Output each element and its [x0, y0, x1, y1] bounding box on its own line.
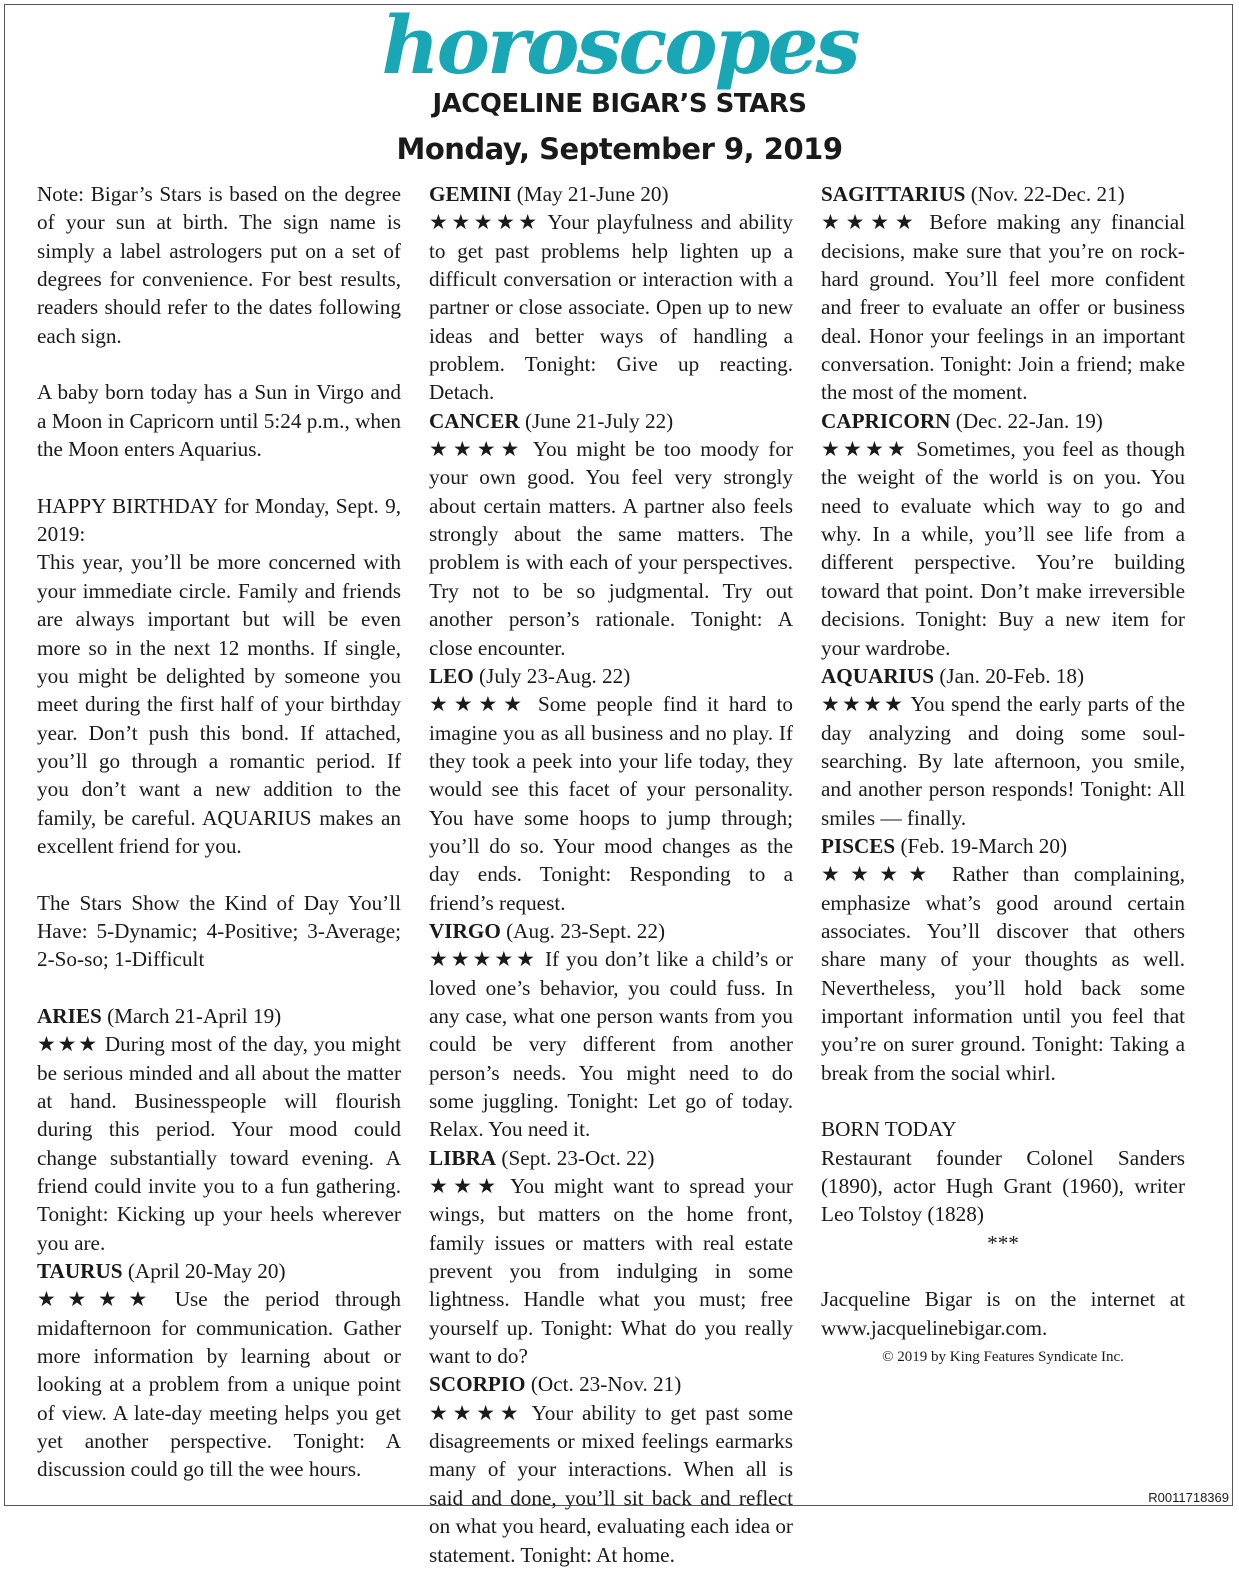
column-byline: JACQELINE BIGAR’S STARS: [432, 89, 807, 119]
sign-heading: [429, 180, 793, 208]
sign-text: Use the period through midafternoon for communication. Gather more information by learning about or looking at a problem from a unique point of view. A late-day meeting helps you get yet another perspective. Tonight: A discussion could go till the wee hours.: [37, 1287, 402, 1482]
star-rating: ★★★★: [429, 692, 528, 717]
sign-dates: (April 20-May 20): [122, 1259, 286, 1284]
sign-entry: [37, 1002, 401, 1257]
sign-dates: (Aug. 23-Sept. 22): [500, 918, 665, 943]
sign-dates: (Nov. 22-Dec. 21): [965, 182, 1125, 206]
star-rating: ★★★★: [37, 1287, 159, 1312]
sign-name: CANCER: [429, 408, 520, 433]
star-rating: ★★★★: [429, 437, 525, 462]
sign-dates: (May 21-June 20): [511, 182, 669, 206]
sign-dates: (July 23-Aug. 22): [473, 663, 631, 688]
birthday-heading: HAPPY BIRTHDAY for Monday, Sept. 9, 2019:: [37, 493, 401, 547]
sign-heading: [37, 1002, 401, 1030]
sign-name: LIBRA: [429, 1145, 497, 1170]
sign-heading: [429, 1144, 793, 1172]
star-rating: ★★★★★: [429, 947, 538, 972]
sign-entry: [821, 407, 1185, 662]
sign-reading: [821, 208, 1185, 406]
sign-reading: [37, 1285, 401, 1483]
sign-name: LEO: [429, 663, 474, 688]
sign-dates: (Jan. 20-Feb. 18): [934, 663, 1085, 688]
sign-heading: [429, 407, 793, 435]
column-right: [821, 180, 1185, 1372]
star-rating: ★★★★: [821, 437, 909, 462]
sign-heading: [821, 180, 1185, 208]
sign-reading: [429, 208, 793, 406]
sign-text: Your playfulness and ability to get past problems help lighten up a difficult conversation or interaction with a partner or close associate. Open up to new ideas and better ways of handling a problem. Tonight: Give up reacting. Detach.: [429, 210, 793, 405]
column-middle: [429, 180, 793, 1569]
reference-number: R0011718369: [1148, 1490, 1229, 1505]
birthday-body: This year, you’ll be more concerned with your immediate circle. Family and friends are always important but will be even more so in the next 12 months. If single, you might be delighted by someone you meet during the first half of your birthday year. Don’t push this bond. If attached, you’ll go through a romantic period. If you don’t want a new addition to the family, be careful. AQUARIUS makes an excellent friend for you.: [37, 550, 401, 858]
sign-dates: (Dec. 22-Jan. 19): [950, 408, 1103, 433]
sign-entry: [429, 662, 793, 917]
sign-text: During most of the day, you might be serious minded and all about the matter at hand. Businesspeople will flourish during this period. Your mood could change substantially toward evening. A friend could invite you to a fun gathering. Tonight: Kicking up your heels wherever you are.: [37, 1032, 402, 1255]
sign-reading: [429, 1172, 793, 1370]
sign-text: Some people find it hard to imagine you as all business and no play. If they took a peek into your life today, they would see this facet of your personality. You have some hoops to jump through; you’ll do so. Your mood changes as the day ends. Tonight: Responding to a friend’s request.: [429, 692, 793, 915]
sign-reading: [37, 1030, 401, 1257]
sign-name: CAPRICORN: [821, 408, 951, 433]
star-rating: ★★★★: [429, 1400, 524, 1425]
sign-heading: [429, 1370, 793, 1398]
sign-heading: [429, 917, 793, 945]
column-date: Monday, September 9, 2019: [396, 132, 843, 166]
sign-text: You spend the early parts of the day analyzing and doing some soul-searching. By late afternoon, you smile, and another person responds! Tonight: All smiles — finally.: [821, 692, 1185, 830]
sign-name: PISCES: [821, 833, 896, 858]
section-divider: ***: [987, 1230, 1019, 1255]
sign-dates: (Sept. 23-Oct. 22): [496, 1145, 655, 1170]
sign-reading: [429, 435, 793, 662]
star-rating: ★★★: [37, 1032, 99, 1057]
sign-entry: [429, 407, 793, 662]
sign-dates: (Oct. 23-Nov. 21): [525, 1372, 682, 1397]
sign-name: VIRGO: [429, 918, 501, 943]
star-rating: ★★★★★: [429, 210, 541, 235]
sign-entry: [821, 180, 1185, 407]
sign-text: You might be too moody for your own good. You feel very strongly about certain matters. A partner also feels strongly about the same matters. The problem is with each of your perspectives. Try not to be so judgmental. Try out another person’s rationale. Tonight: A close encounter.: [429, 437, 794, 660]
sign-reading: [429, 945, 793, 1143]
internet-note: Jacqueline Bigar is on the internet at www.jacquelinebigar.com.: [821, 1287, 1185, 1340]
star-rating: ★★★★: [821, 862, 938, 887]
sign-dates: (Feb. 19-March 20): [895, 833, 1067, 858]
sign-entry: [429, 1144, 793, 1371]
sign-reading: [429, 690, 793, 917]
intro-baby: A baby born today has a Sun in Virgo and a Moon in Capricorn until 5:24 p.m., when the Moon enters Aquarius.: [37, 380, 401, 462]
sign-heading: [429, 662, 793, 690]
sign-heading: [821, 407, 1185, 435]
sign-entry: [37, 1257, 401, 1484]
horoscopes-logo: horoscopes: [381, 0, 858, 92]
sign-dates: (June 21-July 22): [519, 408, 674, 433]
star-rating: ★★★: [429, 1174, 502, 1199]
sign-entry: [821, 662, 1185, 832]
sign-reading: [429, 1399, 793, 1569]
sign-name: GEMINI: [429, 182, 512, 206]
sign-entry: [429, 1370, 793, 1568]
sign-name: SAGITTARIUS: [821, 182, 966, 206]
intro-note: Note: Bigar’s Stars is based on the degree of your sun at birth. The sign name is simply a label astrologers put on a set of degrees for convenience. For best results, readers should refer to the dates following each sign.: [37, 182, 401, 348]
born-today-heading: BORN TODAY: [821, 1117, 957, 1142]
sign-text: Rather than complaining, emphasize what’s good around certain associates. You’ll discover that others share many of your thoughts as well. Nevertheless, you’ll hold back some important information until you feel that you’re on surer ground. Tonight: Taking a break from the social whirl.: [821, 862, 1185, 1085]
star-rating: ★★★★: [821, 210, 920, 235]
sign-heading: [821, 662, 1185, 690]
sign-dates: (March 21-April 19): [101, 1003, 282, 1028]
sign-heading: [821, 832, 1185, 860]
sign-reading: [821, 435, 1185, 662]
sign-entry: [821, 832, 1185, 1087]
sign-text: Before making any financial decisions, make sure that you’re on rock-hard ground. You’ll feel more confident and freer to evaluate an offer or business deal. Honor your feelings in an important conversation. Tonight: Join a friend; make the most of the moment.: [821, 210, 1186, 405]
copyright: © 2019 by King Features Syndicate Inc.: [882, 1349, 1124, 1366]
sign-text: Sometimes, you feel as though the weight of the world is on you. You need to evaluate which way to go and why. In a while, you’ll see life from a different perspective. You’re building toward that point. Don’t make irreversible decisions. Tonight: Buy a new item for your wardrobe.: [821, 437, 1185, 660]
sign-name: TAURUS: [37, 1259, 123, 1284]
sign-name: SCORPIO: [429, 1372, 526, 1397]
sign-text: Your ability to get past some disagreements or mixed feelings earmarks many of your interactions. When all is said and done, you’ll sit back and reflect on what you heard, evaluating each idea or statement. Tonight: At home.: [429, 1400, 793, 1567]
column-left: [37, 180, 401, 1484]
star-legend: The Stars Show the Kind of Day You’ll Have: 5-Dynamic; 4-Positive; 3-Average; 2-So-so; 1-Difficult: [37, 890, 401, 972]
sign-name: AQUARIUS: [821, 663, 935, 688]
sign-reading: [821, 860, 1185, 1087]
sign-name: ARIES: [37, 1003, 102, 1028]
star-rating: ★★★★: [821, 692, 905, 717]
sign-reading: [821, 690, 1185, 832]
sign-text: You might want to spread your wings, but matters on the home front, family issues or matters with real estate prevent you from indulging in some lightness. Handle what you must; free yourself up. Tonight: What do you really want to do?: [429, 1174, 793, 1369]
sign-entry: [429, 180, 793, 407]
sign-heading: [37, 1257, 401, 1285]
sign-text: If you don’t like a child’s or loved one’s behavior, you could fuss. In any case, what one person wants from you could be very different from another person’s needs. You might need to do some juggling. Tonight: Let go of today. Relax. You need it.: [429, 947, 793, 1142]
born-today-text: Restaurant founder Colonel Sanders (1890), actor Hugh Grant (1960), writer Leo Tolstoy (1828): [821, 1145, 1185, 1227]
sign-entry: [429, 917, 793, 1144]
